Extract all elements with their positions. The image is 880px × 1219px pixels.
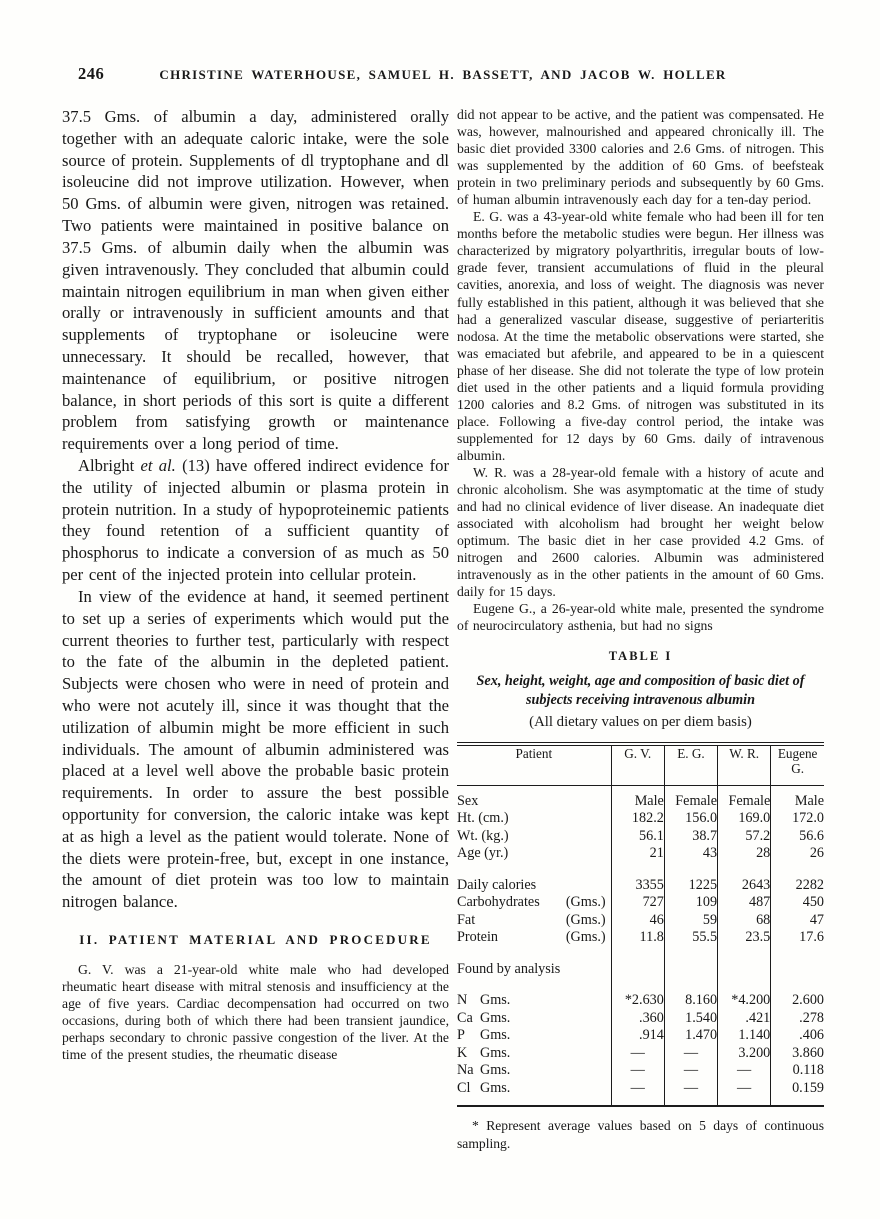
row-label <box>457 1010 611 1028</box>
row-label <box>457 1080 611 1107</box>
right-column <box>457 106 824 1152</box>
row-label-name: Protein <box>457 929 498 946</box>
cell-value: Male <box>771 793 824 811</box>
cell-value: — <box>718 1080 771 1107</box>
column-header: W. R. <box>718 744 771 786</box>
row-label <box>457 1027 611 1045</box>
row-label-unit: Gms. <box>480 1027 511 1044</box>
table-row <box>457 1010 824 1028</box>
cell-value: 56.6 <box>771 828 824 846</box>
cell-value: 172.0 <box>771 810 824 828</box>
cell-value: — <box>664 1045 717 1063</box>
paragraph: E. G. was a 43-year-old white female who had been ill for ten months before the metabolic studies were begun. Her illness was characterized by migratory polyarthritis, irregular bouts of low-grade fever, transient accumulations of fluid in the pleural cavities, anorexia, and loss of weight. The diagnosis was never fully established in this patient, although it was believed that she had a generalized vascular disease, suggestive of periarteritis nodosa. At the time the metabolic observations were started, she was emaciated but afebrile, and appeared to be in a quiescent phase of her disease. She did not tolerate the type of low protein diet used in the other patients and a liquid formula providing 1200 calories and 8.2 Gms. of nitrogen was substituted in its place. Following a five-day control period, the intake was supplemented for 12 days by 60 Gms. daily of intravenous albumin. <box>457 209 824 463</box>
cell-value: 56.1 <box>611 828 664 846</box>
cell-value: 23.5 <box>718 929 771 947</box>
row-label: Daily calories <box>457 876 537 893</box>
cell-value: 43 <box>664 845 717 863</box>
element-symbol: Na <box>457 1062 474 1079</box>
table-1-block <box>457 649 824 1152</box>
cell-value: .406 <box>771 1027 824 1045</box>
paragraph-text: (13) have offered indirect evidence for the utility of injected albumin or plasma protein in protein nutrition. In a study of hypoproteinemic patients they found retention of a sufficient quantity of phosphorus to indicate a conversion of as much as 50 per cent of the injected protein into cellular protein. <box>62 456 450 585</box>
cell-value: 46 <box>611 912 664 930</box>
cell-value: 21 <box>611 845 664 863</box>
table-row <box>457 912 824 930</box>
cell-value: 2.600 <box>771 992 824 1010</box>
cell-value: 1.140 <box>718 1027 771 1045</box>
element-symbol: P <box>457 1027 465 1044</box>
cell-value: 1.470 <box>664 1027 717 1045</box>
table-row <box>457 992 824 1010</box>
row-label-name: Fat <box>457 911 476 928</box>
section-heading: II. PATIENT MATERIAL AND PROCEDURE <box>79 932 432 948</box>
cell-value: 28 <box>718 845 771 863</box>
paragraph: did not appear to be active, and the patient was compensated. He was, however, malnourished and appeared chronically ill. The basic diet provided 3300 calories and 2.6 Gms. of nitrogen. This was supplemented by the addition of 60 Gms. of beefsteak protein in two preliminary periods and subsequently by 60 Gms. of human albumin intravenously each day for a ten-day period. <box>457 107 824 208</box>
row-label <box>457 1062 611 1080</box>
cell-value: — <box>664 1080 717 1107</box>
cell-value: Female <box>718 793 771 811</box>
cell-value: 156.0 <box>664 810 717 828</box>
paragraph <box>62 455 449 586</box>
cell-value: — <box>611 1080 664 1107</box>
cell-value: 0.159 <box>771 1080 824 1107</box>
table-row <box>457 793 824 811</box>
row-label-unit: (Gms.) <box>565 911 606 928</box>
spacer-row <box>457 978 824 992</box>
row-label <box>457 1045 611 1063</box>
cell-value: 3.860 <box>771 1045 824 1063</box>
running-head: CHRISTINE WATERHOUSE, SAMUEL H. BASSETT, AND JACOB W. HOLLER <box>159 67 727 82</box>
cell-value: 169.0 <box>718 810 771 828</box>
paragraph: Eugene G., a 26-year-old white male, presented the syndrome of neurocirculatory asthenia, but had no signs <box>457 601 824 634</box>
table-title: TABLE I <box>608 649 673 664</box>
table-row <box>457 1045 824 1063</box>
cell-value: 182.2 <box>611 810 664 828</box>
cell-value: *4.200 <box>718 992 771 1010</box>
row-label-unit: Gms. <box>480 992 511 1009</box>
table-footnote: * Represent average values based on 5 days of continuous sampling. <box>457 1118 824 1151</box>
cell-value: Male <box>611 793 664 811</box>
cell-value: 17.6 <box>771 929 824 947</box>
row-label <box>457 929 611 947</box>
row-label-unit: Gms. <box>480 1062 511 1079</box>
left-column <box>62 106 449 1152</box>
cell-value: 1.540 <box>664 1010 717 1028</box>
row-label <box>457 992 611 1010</box>
cell-value: .360 <box>611 1010 664 1028</box>
row-label: Sex <box>457 792 479 809</box>
element-symbol: Ca <box>457 1009 473 1026</box>
cell-value: 47 <box>771 912 824 930</box>
row-label-unit: Gms. <box>480 1009 511 1026</box>
table-row <box>457 877 824 895</box>
row-label: Age (yr.) <box>457 845 509 862</box>
table-row <box>457 828 824 846</box>
element-symbol: N <box>457 992 468 1009</box>
element-symbol: K <box>457 1044 468 1061</box>
spacer-row <box>457 863 824 877</box>
cell-value: 57.2 <box>718 828 771 846</box>
cell-value: 0.118 <box>771 1062 824 1080</box>
table-row <box>457 929 824 947</box>
cell-value: .914 <box>611 1027 664 1045</box>
table-row <box>457 1080 824 1107</box>
cell-value: 8.160 <box>664 992 717 1010</box>
row-label-unit: Gms. <box>480 1079 511 1096</box>
cell-value: 11.8 <box>611 929 664 947</box>
table-header-row <box>457 744 824 786</box>
group-heading: Found by analysis <box>457 960 561 977</box>
cell-value: 38.7 <box>664 828 717 846</box>
cell-value: 59 <box>664 912 717 930</box>
cell-value: *2.630 <box>611 992 664 1010</box>
spacer-row <box>457 947 824 961</box>
paragraph-text: Albright <box>78 456 141 475</box>
cell-value: 3.200 <box>718 1045 771 1063</box>
row-label <box>457 894 611 912</box>
table-row <box>457 1062 824 1080</box>
cell-value: 2643 <box>718 877 771 895</box>
cell-value: 109 <box>664 894 717 912</box>
cell-value: — <box>611 1045 664 1063</box>
cell-value: 727 <box>611 894 664 912</box>
page-header <box>62 64 824 86</box>
spacer-row <box>457 786 824 793</box>
cell-value: .421 <box>718 1010 771 1028</box>
row-label-unit: (Gms.) <box>565 894 606 911</box>
cell-value: Female <box>664 793 717 811</box>
italic-citation: et al. <box>140 456 176 475</box>
row-label-name: Carbohydrates <box>457 894 540 911</box>
cell-value: 450 <box>771 894 824 912</box>
row-label <box>457 912 611 930</box>
column-header: Patient <box>457 744 611 786</box>
cell-value: — <box>718 1062 771 1080</box>
cell-value: 1225 <box>664 877 717 895</box>
table-row <box>457 1027 824 1045</box>
cell-value: 3355 <box>611 877 664 895</box>
table-note: (All dietary values on per diem basis) <box>529 713 752 730</box>
paragraph: W. R. was a 28-year-old female with a history of acute and chronic alcoholism. She was asymptomatic at the time of study and had no clinical evidence of liver disease. An inadequate diet associated with alcoholism had brought her weight below optimum. The basic diet in her case provided 4.2 Gms. of nitrogen and 2600 calories. Albumin was administered intravenously as in the other patients in the amount of 60 Gms. daily for 15 days. <box>457 464 824 600</box>
column-header: G. V. <box>611 744 664 786</box>
cell-value: 26 <box>771 845 824 863</box>
table-row <box>457 845 824 863</box>
cell-value: 487 <box>718 894 771 912</box>
cell-value: .278 <box>771 1010 824 1028</box>
page-number: 246 <box>78 64 105 83</box>
element-symbol: Cl <box>457 1079 471 1096</box>
row-label-unit: (Gms.) <box>565 929 606 946</box>
paragraph: In view of the evidence at hand, it seemed pertinent to set up a series of experiments which would put the current theories to further test, particularly with respect to the fate of the albumin in the depleted patient. Subjects were chosen who were in need of protein and who were not acutely ill, since it was thought that the utilization of albumin might be more efficient in such individuals. The amount of albumin administered was placed at a level well above the probable basic protein requirements. In order to assure the best possible opportunity for conversion, the caloric intake was kept at as high a level as the patient would tolerate. None of the diets were protein-free, but, except in one instance, the amount of diet protein was too low to maintain nitrogen balance. <box>62 586 449 912</box>
two-column-body <box>62 106 824 1152</box>
table-group-heading-row <box>457 961 824 979</box>
paragraph: 37.5 Gms. of albumin a day, administered orally together with an adequate caloric intake, were the sole source of protein. Supplements of dl tryptophane and dl isoleucine did not improve utilization. However, when 50 Gms. of albumin were given, nitrogen was retained. Two patients were maintained in positive balance on 37.5 Gms. of albumin daily when the albumin was given intravenously. They concluded that albumin could maintain nitrogen equilibrium in man when given either orally or intravenously in sufficient amounts and that supplements of tryptophane or isoleucine were unnecessary. It should be recalled, however, that maintenance of equilibrium, or positive nitrogen balance, in short periods of this sort is quite a different problem from satisfying growth or maintenance requirements over a long period of time. <box>62 107 449 454</box>
cell-value: 2282 <box>771 877 824 895</box>
cell-value: 55.5 <box>664 929 717 947</box>
cell-value: — <box>664 1062 717 1080</box>
table-row <box>457 810 824 828</box>
table-row <box>457 894 824 912</box>
row-label: Ht. (cm.) <box>457 810 509 827</box>
paragraph: G. V. was a 21-year-old white male who had developed rheumatic heart disease with mitral stenosis and insufficiency at the age of five years. Cardiac decompensation had occurred on two occasions, during both of which there had been transient jaundice, perhaps secondary to chronic passive congestion of the liver. At the time of the present studies, the rheumatic disease <box>62 962 449 1063</box>
row-label-unit: Gms. <box>480 1044 511 1061</box>
table-caption: Sex, height, weight, age and composition of basic diet of subjects receiving intravenous albumin <box>476 673 805 708</box>
row-label: Wt. (kg.) <box>457 827 509 844</box>
column-header: Eugene G. <box>771 744 824 786</box>
data-table <box>457 742 824 1108</box>
column-header: E. G. <box>664 744 717 786</box>
cell-value: 68 <box>718 912 771 930</box>
cell-value: — <box>611 1062 664 1080</box>
